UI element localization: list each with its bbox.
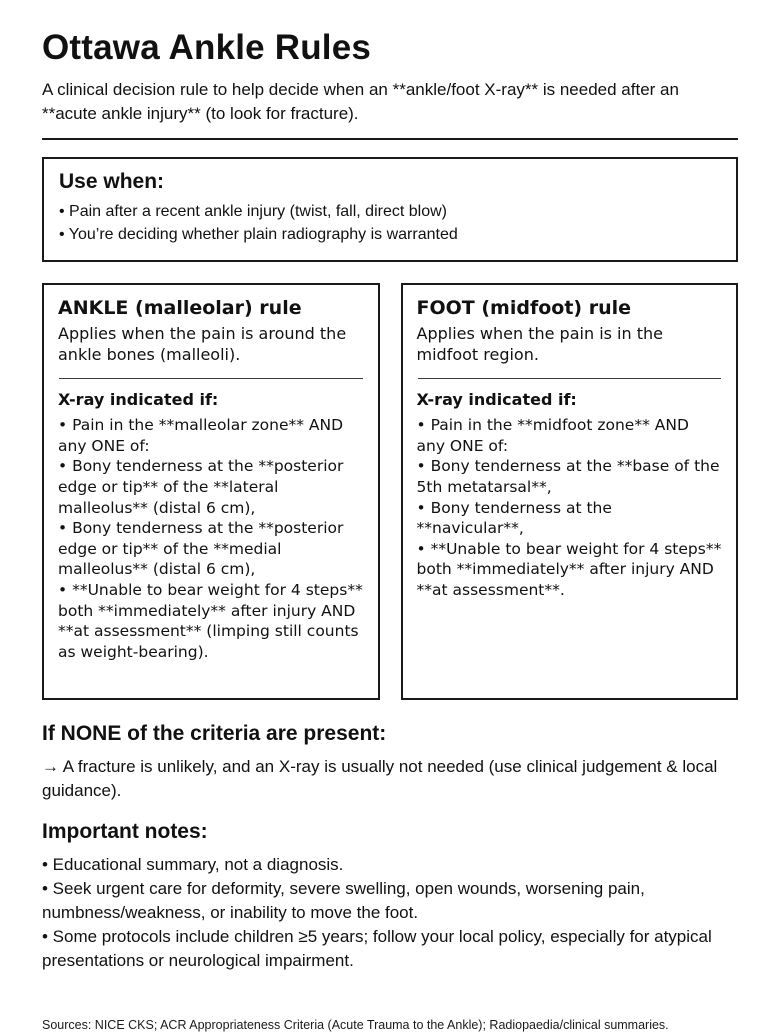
page-subtitle: A clinical decision rule to help decide when an **ankle/foot X-ray** is needed after an **acute ankle injury** (to look for fracture). xyxy=(42,80,679,124)
use-when-bullet: • You’re deciding whether plain radiography is warranted xyxy=(59,225,458,243)
important-notes-bullet: • Seek urgent care for deformity, severe swelling, open wounds, worsening pain, numbness/weakness, or inability to move the foot. xyxy=(42,879,645,923)
foot-rule-bullet: • **Unable to bear weight for 4 steps** both **immediately** after injury AND **at assessment**. xyxy=(416,539,722,600)
foot-rule-divider xyxy=(418,378,722,379)
ankle-rule-box xyxy=(42,283,380,700)
none-criteria-heading: If NONE of the criteria are present: xyxy=(42,721,387,745)
ankle-rule-divider xyxy=(59,378,363,379)
ankle-rule-bullet: • Pain in the **malleolar zone** AND any ONE of: xyxy=(58,416,344,455)
use-when-box xyxy=(42,157,738,261)
use-when-heading: Use when: xyxy=(59,170,165,194)
important-notes-section xyxy=(42,820,738,974)
important-notes-heading: Important notes: xyxy=(42,819,208,843)
rule-columns xyxy=(42,283,738,700)
important-notes-bullet: • Some protocols include children ≥5 years; follow your local policy, especially for atypical presentations or neurological impairment. xyxy=(42,927,712,971)
page-title: Ottawa Ankle Rules xyxy=(42,28,372,67)
use-when-bullet: • Pain after a recent ankle injury (twist, fall, direct blow) xyxy=(59,203,447,221)
foot-rule-bullet: • Bony tenderness at the **base of the 5th metatarsal**, xyxy=(416,457,720,497)
ankle-rule-heading: ANKLE (malleolar) rule xyxy=(58,296,302,319)
none-criteria-section xyxy=(42,722,738,803)
header-divider xyxy=(42,138,738,140)
foot-rule-subheading: X-ray indicated if: xyxy=(416,390,577,410)
foot-rule-bullet: • Pain in the **midfoot zone** AND any ONE of: xyxy=(416,416,689,455)
foot-rule-bullet: • Bony tenderness at the **navicular**, xyxy=(416,498,612,538)
foot-rule-heading: FOOT (midfoot) rule xyxy=(416,296,632,319)
sources-footnote: Sources: NICE CKS; ACR Appropriateness Criteria (Acute Trauma to the Ankle); Radiopaedia/clinical summaries. xyxy=(42,1017,669,1032)
ankle-rule-bullet: • Bony tenderness at the **posterior edge or tip** of the **medial malleolus** (distal 6 cm), xyxy=(58,519,344,579)
ankle-rule-subheading: X-ray indicated if: xyxy=(58,390,219,410)
ankle-rule-bullet: • Bony tenderness at the **posterior edge or tip** of the **lateral malleolus** (distal 6 cm), xyxy=(58,457,344,517)
ankle-rule-description: Applies when the pain is around the ankle bones (malleoli). xyxy=(58,323,347,365)
foot-rule-description: Applies when the pain is in the midfoot region. xyxy=(416,323,663,365)
important-notes-bullet: • Educational summary, not a diagnosis. xyxy=(42,854,344,874)
foot-rule-box xyxy=(401,283,739,700)
none-criteria-text: → A fracture is unlikely, and an X-ray is usually not needed (use clinical judgement & local guidance). xyxy=(42,756,718,800)
ankle-rule-bullet: • **Unable to bear weight for 4 steps** both **immediately** after injury AND **at assessment** (limping still counts as weight-bearing). xyxy=(58,581,363,661)
